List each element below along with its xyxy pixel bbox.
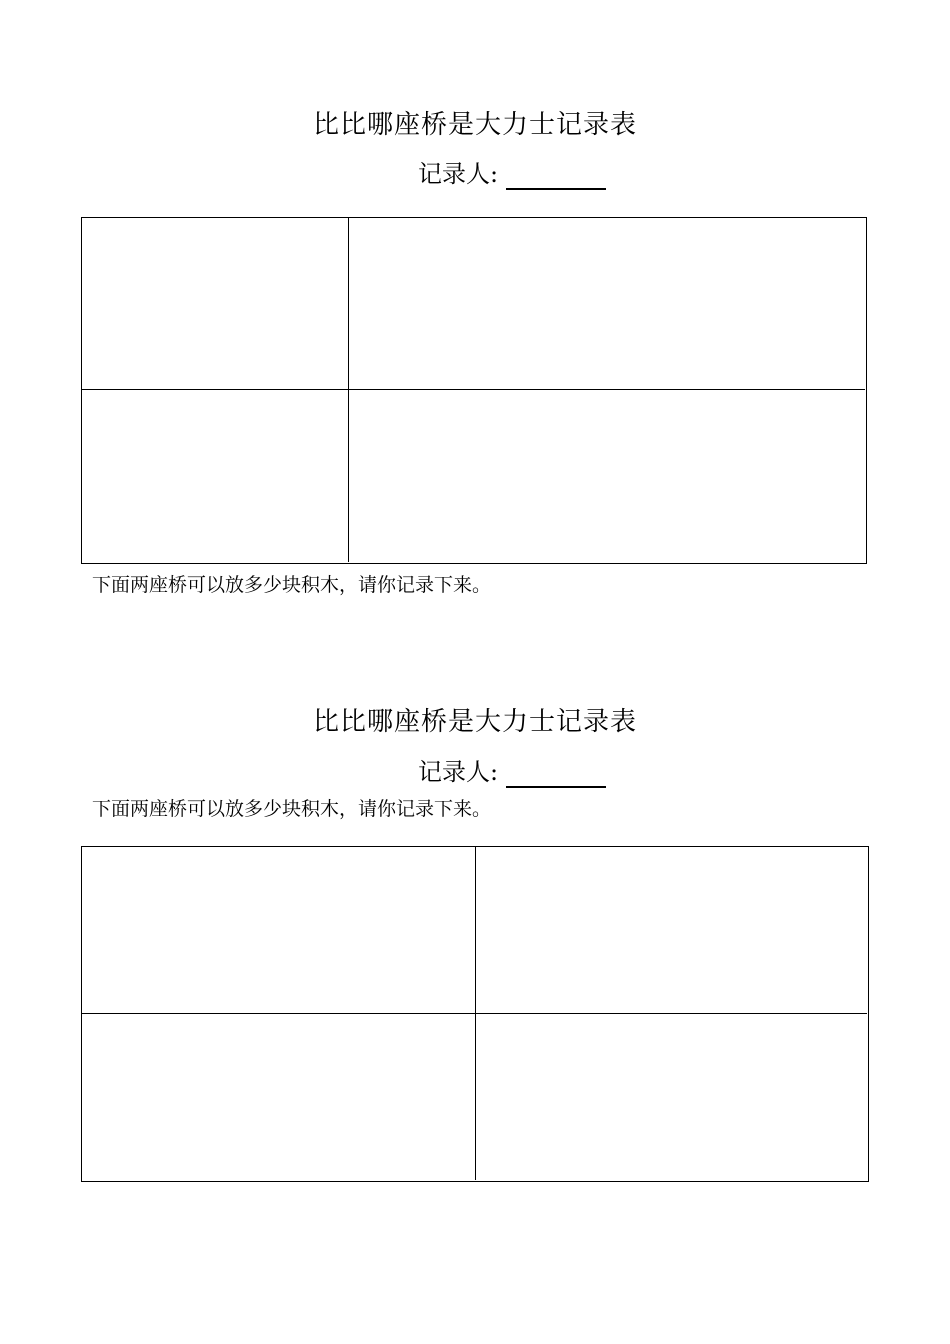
sheet-2-title: 比比哪座桥是大力士记录表: [312, 707, 637, 737]
sheet-1-instruction: 下面两座桥可以放多少块积木，请你记录下来。: [92, 574, 492, 596]
sheet-2-recorder-blank[interactable]: [506, 758, 606, 788]
sheet-2-cell-r1c1[interactable]: [82, 847, 476, 1014]
sheet-1-recorder-label: 记录人:: [418, 160, 499, 188]
sheet-1-recorder: [418, 158, 606, 190]
sheet-2-record-table: [81, 846, 869, 1182]
sheet-1-recorder-blank[interactable]: [506, 160, 606, 190]
sheet-2-recorder: [418, 756, 606, 788]
sheet-1-cell-r2c1[interactable]: [82, 390, 349, 562]
sheet-1-cell-r1c1[interactable]: [82, 218, 349, 390]
sheet-1-title: 比比哪座桥是大力士记录表: [312, 110, 637, 140]
sheet-2-cell-r1c2[interactable]: [476, 847, 867, 1014]
sheet-1-record-table: [81, 217, 867, 564]
sheet-2-cell-r2c1[interactable]: [82, 1014, 476, 1180]
sheet-2-recorder-label: 记录人:: [418, 758, 499, 786]
sheet-2-cell-r2c2[interactable]: [476, 1014, 867, 1180]
sheet-1-cell-r1c2[interactable]: [349, 218, 865, 390]
sheet-1-cell-r2c2[interactable]: [349, 390, 865, 562]
sheet-2-instruction: 下面两座桥可以放多少块积木，请你记录下来。: [92, 798, 492, 820]
